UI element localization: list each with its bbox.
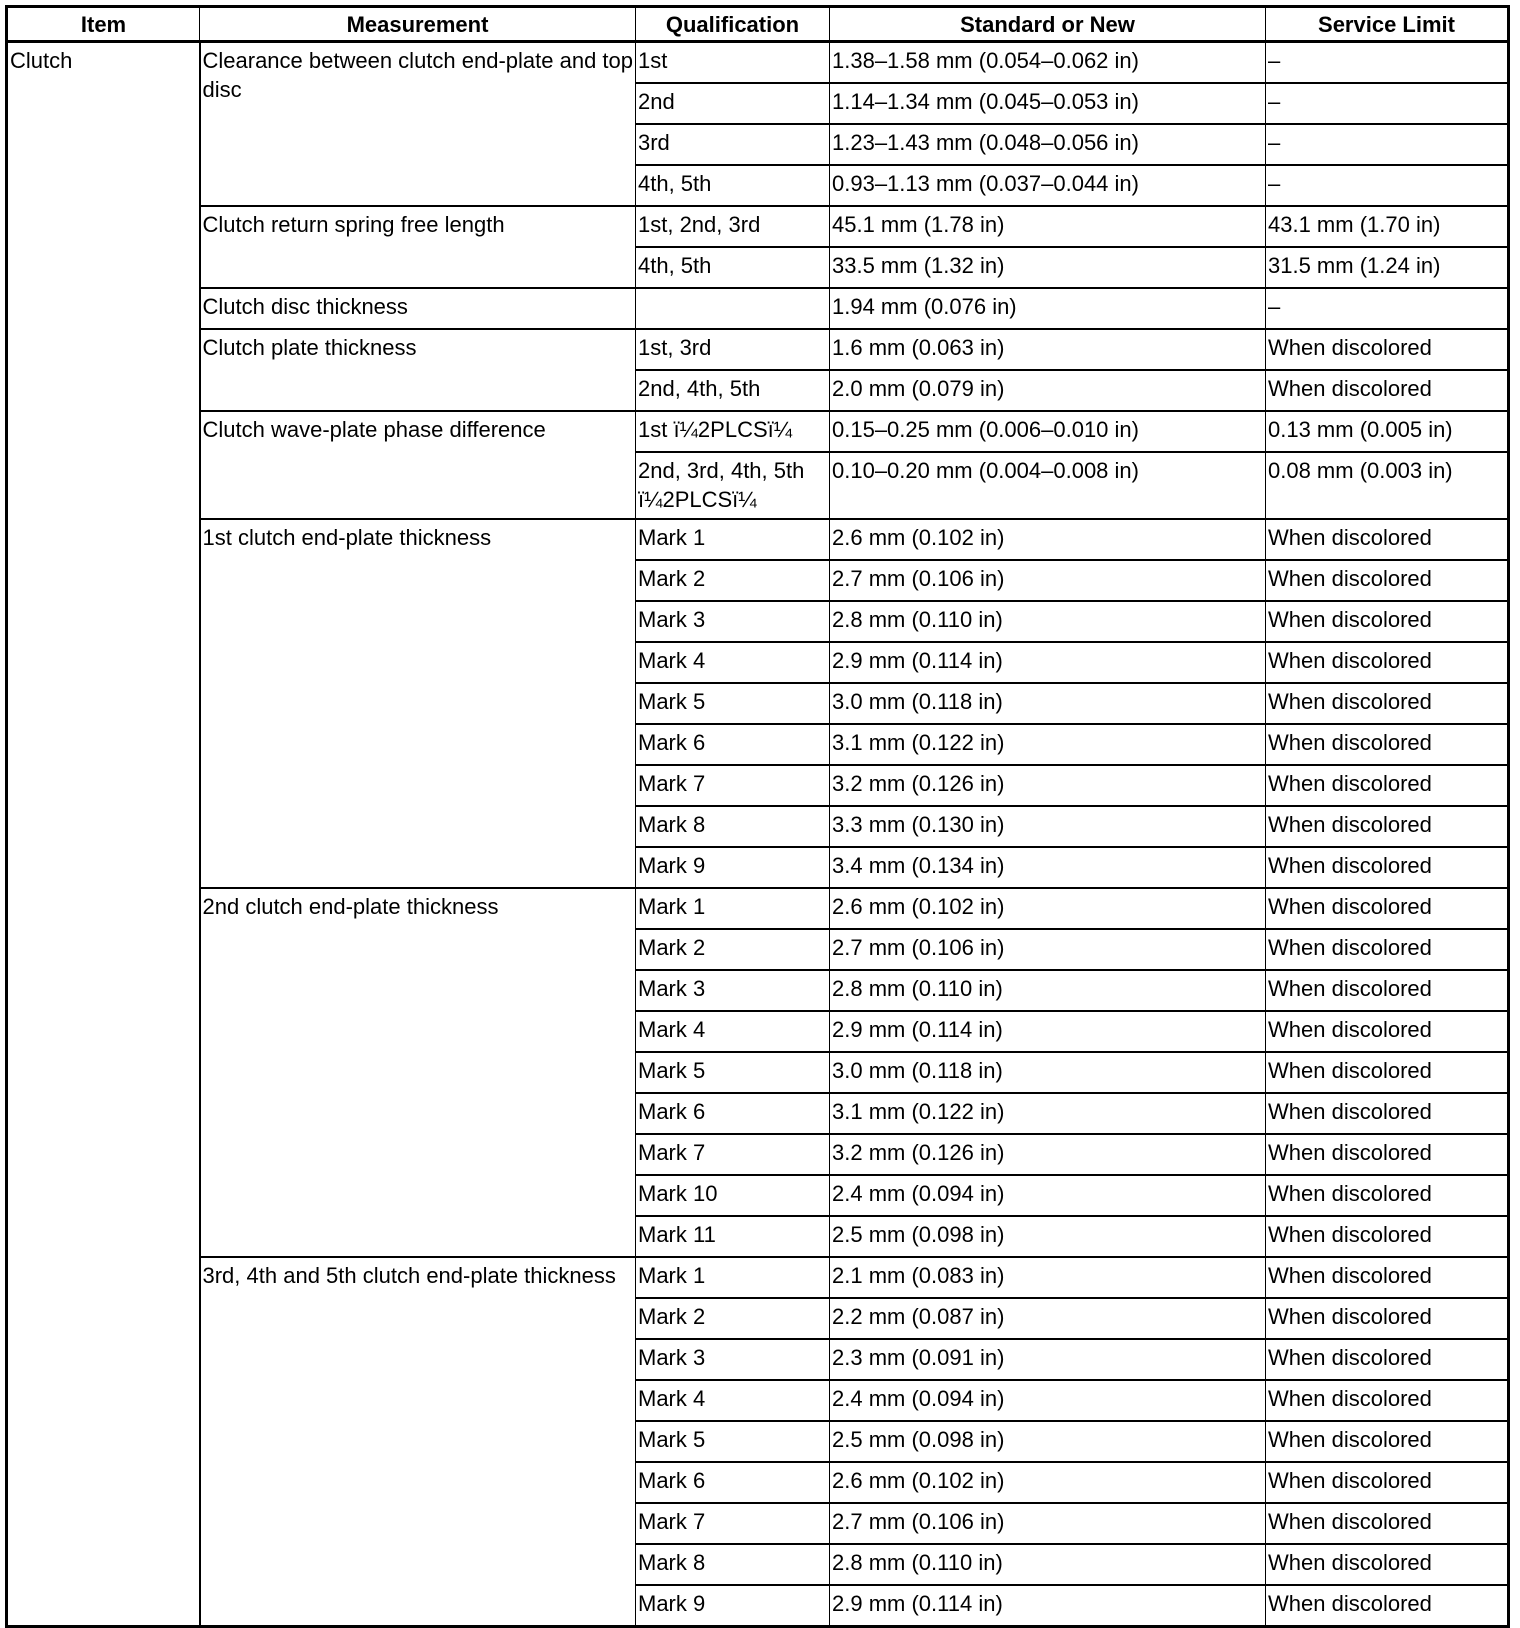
service-limit-cell: When discolored bbox=[1266, 683, 1509, 724]
measurement-cell: Clutch wave-plate phase difference bbox=[200, 411, 636, 519]
qualification-cell: Mark 1 bbox=[636, 519, 830, 560]
header-item: Item bbox=[7, 7, 200, 42]
qualification-cell: 1st, 3rd bbox=[636, 329, 830, 370]
service-limit-cell: 31.5 mm (1.24 in) bbox=[1266, 247, 1509, 288]
qualification-cell: Mark 6 bbox=[636, 724, 830, 765]
service-limit-cell: When discolored bbox=[1266, 1503, 1509, 1544]
service-limit-cell: – bbox=[1266, 165, 1509, 206]
standard-cell: 45.1 mm (1.78 in) bbox=[830, 206, 1266, 247]
qualification-cell: Mark 4 bbox=[636, 1380, 830, 1421]
standard-cell: 2.7 mm (0.106 in) bbox=[830, 1503, 1266, 1544]
service-limit-cell: When discolored bbox=[1266, 1216, 1509, 1257]
measurement-cell: Clutch plate thickness bbox=[200, 329, 636, 411]
standard-cell: 2.0 mm (0.079 in) bbox=[830, 370, 1266, 411]
service-limit-cell: When discolored bbox=[1266, 1134, 1509, 1175]
standard-cell: 3.0 mm (0.118 in) bbox=[830, 683, 1266, 724]
qualification-cell: Mark 3 bbox=[636, 1339, 830, 1380]
qualification-cell: Mark 7 bbox=[636, 1134, 830, 1175]
table-row bbox=[7, 206, 1509, 247]
service-limit-cell: When discolored bbox=[1266, 1298, 1509, 1339]
standard-cell: 1.94 mm (0.076 in) bbox=[830, 288, 1266, 329]
standard-cell: 2.7 mm (0.106 in) bbox=[830, 560, 1266, 601]
measurement-cell: Clutch return spring free length bbox=[200, 206, 636, 288]
table-row bbox=[7, 329, 1509, 370]
table-row bbox=[7, 288, 1509, 329]
qualification-cell: Mark 2 bbox=[636, 929, 830, 970]
table-body bbox=[7, 42, 1509, 1627]
standard-cell: 2.3 mm (0.091 in) bbox=[830, 1339, 1266, 1380]
service-limit-cell: When discolored bbox=[1266, 1421, 1509, 1462]
standard-cell: 3.1 mm (0.122 in) bbox=[830, 1093, 1266, 1134]
qualification-cell: Mark 1 bbox=[636, 1257, 830, 1298]
qualification-cell: 3rd bbox=[636, 124, 830, 165]
qualification-cell: 2nd, 4th, 5th bbox=[636, 370, 830, 411]
service-limit-cell: 0.08 mm (0.003 in) bbox=[1266, 452, 1509, 519]
service-limit-cell: When discolored bbox=[1266, 601, 1509, 642]
qualification-cell: 4th, 5th bbox=[636, 247, 830, 288]
service-limit-cell: When discolored bbox=[1266, 806, 1509, 847]
table-header bbox=[7, 7, 1509, 42]
header-standard: Standard or New bbox=[830, 7, 1266, 42]
service-limit-cell: – bbox=[1266, 124, 1509, 165]
service-limit-cell: – bbox=[1266, 288, 1509, 329]
standard-cell: 2.5 mm (0.098 in) bbox=[830, 1216, 1266, 1257]
qualification-cell: Mark 3 bbox=[636, 970, 830, 1011]
standard-cell: 2.5 mm (0.098 in) bbox=[830, 1421, 1266, 1462]
service-limit-cell: When discolored bbox=[1266, 519, 1509, 560]
standard-cell: 2.4 mm (0.094 in) bbox=[830, 1175, 1266, 1216]
service-limit-cell: When discolored bbox=[1266, 1093, 1509, 1134]
qualification-cell: Mark 4 bbox=[636, 642, 830, 683]
standard-cell: 2.6 mm (0.102 in) bbox=[830, 519, 1266, 560]
service-limit-cell: When discolored bbox=[1266, 888, 1509, 929]
qualification-cell: Mark 11 bbox=[636, 1216, 830, 1257]
qualification-cell: Mark 10 bbox=[636, 1175, 830, 1216]
service-limit-cell: When discolored bbox=[1266, 1052, 1509, 1093]
standard-cell: 2.1 mm (0.083 in) bbox=[830, 1257, 1266, 1298]
qualification-cell: Mark 9 bbox=[636, 847, 830, 888]
qualification-cell: Mark 9 bbox=[636, 1585, 830, 1627]
service-limit-cell: When discolored bbox=[1266, 1257, 1509, 1298]
qualification-cell: 1st ï¼2PLCSï¼ bbox=[636, 411, 830, 452]
standard-cell: 3.2 mm (0.126 in) bbox=[830, 1134, 1266, 1175]
qualification-cell: Mark 5 bbox=[636, 1052, 830, 1093]
clutch-spec-table bbox=[5, 5, 1510, 1628]
qualification-cell: Mark 1 bbox=[636, 888, 830, 929]
service-limit-cell: 0.13 mm (0.005 in) bbox=[1266, 411, 1509, 452]
measurement-cell: 2nd clutch end-plate thickness bbox=[200, 888, 636, 1257]
measurement-cell: 1st clutch end-plate thickness bbox=[200, 519, 636, 888]
service-limit-cell: When discolored bbox=[1266, 724, 1509, 765]
qualification-cell: Mark 7 bbox=[636, 1503, 830, 1544]
service-limit-cell: When discolored bbox=[1266, 642, 1509, 683]
qualification-cell: 1st bbox=[636, 42, 830, 84]
qualification-cell: Mark 2 bbox=[636, 1298, 830, 1339]
standard-cell: 1.23–1.43 mm (0.048–0.056 in) bbox=[830, 124, 1266, 165]
standard-cell: 3.4 mm (0.134 in) bbox=[830, 847, 1266, 888]
service-limit-cell: When discolored bbox=[1266, 1544, 1509, 1585]
service-limit-cell: When discolored bbox=[1266, 370, 1509, 411]
service-limit-cell: When discolored bbox=[1266, 1011, 1509, 1052]
standard-cell: 1.14–1.34 mm (0.045–0.053 in) bbox=[830, 83, 1266, 124]
standard-cell: 2.6 mm (0.102 in) bbox=[830, 888, 1266, 929]
header-measurement: Measurement bbox=[200, 7, 636, 42]
header-qualification: Qualification bbox=[636, 7, 830, 42]
qualification-cell: Mark 4 bbox=[636, 1011, 830, 1052]
service-limit-cell: When discolored bbox=[1266, 1339, 1509, 1380]
service-limit-cell: When discolored bbox=[1266, 1175, 1509, 1216]
service-limit-cell: – bbox=[1266, 83, 1509, 124]
qualification-cell: Mark 6 bbox=[636, 1462, 830, 1503]
standard-cell: 2.9 mm (0.114 in) bbox=[830, 642, 1266, 683]
header-service-limit: Service Limit bbox=[1266, 7, 1509, 42]
standard-cell: 1.6 mm (0.063 in) bbox=[830, 329, 1266, 370]
qualification-cell: 2nd bbox=[636, 83, 830, 124]
standard-cell: 0.15–0.25 mm (0.006–0.010 in) bbox=[830, 411, 1266, 452]
qualification-cell: Mark 7 bbox=[636, 765, 830, 806]
standard-cell: 1.38–1.58 mm (0.054–0.062 in) bbox=[830, 42, 1266, 84]
service-limit-cell: When discolored bbox=[1266, 847, 1509, 888]
qualification-cell: Mark 5 bbox=[636, 683, 830, 724]
measurement-cell: 3rd, 4th and 5th clutch end-plate thickness bbox=[200, 1257, 636, 1627]
qualification-cell bbox=[636, 288, 830, 329]
service-limit-cell: – bbox=[1266, 42, 1509, 84]
measurement-cell: Clearance between clutch end-plate and top disc bbox=[200, 42, 636, 207]
standard-cell: 2.9 mm (0.114 in) bbox=[830, 1011, 1266, 1052]
table-row bbox=[7, 1257, 1509, 1298]
qualification-cell: Mark 2 bbox=[636, 560, 830, 601]
qualification-cell: Mark 6 bbox=[636, 1093, 830, 1134]
service-limit-cell: When discolored bbox=[1266, 1380, 1509, 1421]
standard-cell: 2.6 mm (0.102 in) bbox=[830, 1462, 1266, 1503]
table-row bbox=[7, 888, 1509, 929]
table-row bbox=[7, 411, 1509, 452]
standard-cell: 2.8 mm (0.110 in) bbox=[830, 601, 1266, 642]
service-limit-cell: 43.1 mm (1.70 in) bbox=[1266, 206, 1509, 247]
qualification-cell: Mark 8 bbox=[636, 1544, 830, 1585]
qualification-cell: Mark 8 bbox=[636, 806, 830, 847]
table-row bbox=[7, 42, 1509, 84]
standard-cell: 2.7 mm (0.106 in) bbox=[830, 929, 1266, 970]
standard-cell: 3.2 mm (0.126 in) bbox=[830, 765, 1266, 806]
item-cell: Clutch bbox=[7, 42, 200, 1627]
standard-cell: 3.1 mm (0.122 in) bbox=[830, 724, 1266, 765]
service-limit-cell: When discolored bbox=[1266, 970, 1509, 1011]
qualification-cell: 1st, 2nd, 3rd bbox=[636, 206, 830, 247]
table-row bbox=[7, 519, 1509, 560]
standard-cell: 0.93–1.13 mm (0.037–0.044 in) bbox=[830, 165, 1266, 206]
service-limit-cell: When discolored bbox=[1266, 929, 1509, 970]
service-limit-cell: When discolored bbox=[1266, 329, 1509, 370]
standard-cell: 2.4 mm (0.094 in) bbox=[830, 1380, 1266, 1421]
standard-cell: 0.10–0.20 mm (0.004–0.008 in) bbox=[830, 452, 1266, 519]
qualification-cell: Mark 3 bbox=[636, 601, 830, 642]
qualification-cell: 2nd, 3rd, 4th, 5th ï¼2PLCSï¼ bbox=[636, 452, 830, 519]
service-limit-cell: When discolored bbox=[1266, 560, 1509, 601]
standard-cell: 2.2 mm (0.087 in) bbox=[830, 1298, 1266, 1339]
standard-cell: 2.8 mm (0.110 in) bbox=[830, 1544, 1266, 1585]
standard-cell: 3.0 mm (0.118 in) bbox=[830, 1052, 1266, 1093]
qualification-cell: Mark 5 bbox=[636, 1421, 830, 1462]
standard-cell: 33.5 mm (1.32 in) bbox=[830, 247, 1266, 288]
standard-cell: 2.9 mm (0.114 in) bbox=[830, 1585, 1266, 1627]
service-limit-cell: When discolored bbox=[1266, 1462, 1509, 1503]
qualification-cell: 4th, 5th bbox=[636, 165, 830, 206]
header-row bbox=[7, 7, 1509, 42]
service-limit-cell: When discolored bbox=[1266, 1585, 1509, 1627]
standard-cell: 2.8 mm (0.110 in) bbox=[830, 970, 1266, 1011]
standard-cell: 3.3 mm (0.130 in) bbox=[830, 806, 1266, 847]
service-limit-cell: When discolored bbox=[1266, 765, 1509, 806]
service-spec-sheet bbox=[5, 5, 1510, 1628]
measurement-cell: Clutch disc thickness bbox=[200, 288, 636, 329]
